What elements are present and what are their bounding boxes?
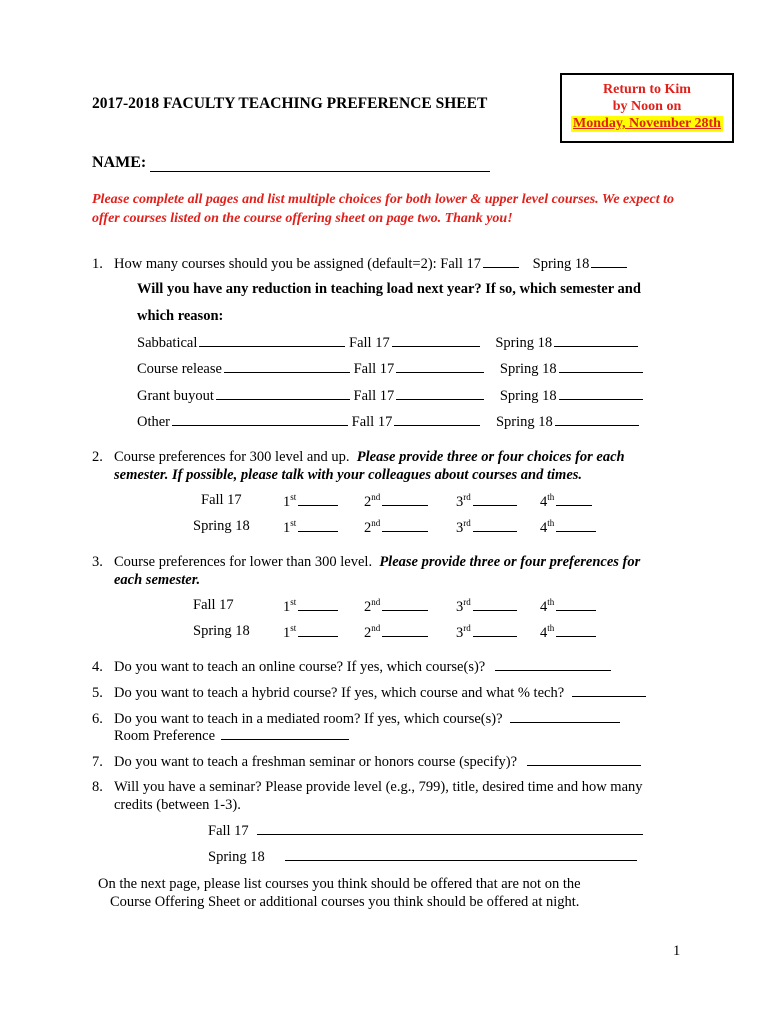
q1-fall-field[interactable] <box>483 255 519 268</box>
q1-number: 1. <box>92 256 103 272</box>
reason-spring-field[interactable] <box>559 387 643 400</box>
question-7 <box>92 753 641 771</box>
q6-room-label: Room Preference <box>114 728 216 744</box>
ordinal: 3 <box>456 624 464 641</box>
ordinal: 2 <box>364 624 372 641</box>
q3-fall-choice-3 <box>456 597 517 616</box>
reason-label: Other <box>137 414 171 430</box>
reason-spring-label: Spring 18 <box>499 361 557 377</box>
choice-field[interactable] <box>473 624 517 637</box>
q1-spring-field[interactable] <box>591 255 627 268</box>
ordinal-suffix: nd <box>371 492 381 502</box>
page-number: 1 <box>673 943 681 959</box>
choice-field[interactable] <box>556 493 592 506</box>
ordinal-suffix: st <box>290 492 297 502</box>
q6-answer-field[interactable] <box>510 710 620 723</box>
ordinal: 1 <box>283 598 291 615</box>
name-label: NAME: <box>92 154 147 171</box>
reason-row-sabbatical <box>137 334 638 352</box>
return-notice-box <box>560 73 734 143</box>
q8-text-cont: credits (between 1-3). <box>114 797 241 813</box>
choice-field[interactable] <box>473 519 517 532</box>
q2-emphasis-cont: semester. If possible, please talk with your colleagues about courses and times. <box>114 467 583 483</box>
q2-number: 2. <box>92 449 103 465</box>
reason-fall-field[interactable] <box>396 387 484 400</box>
reason-spring-label: Spring 18 <box>499 388 557 404</box>
closing-note: On the next page, please list courses you think should be offered that are not on the <box>98 876 581 892</box>
ordinal-suffix: st <box>290 623 297 633</box>
reason-spring-field[interactable] <box>555 413 639 426</box>
ordinal-suffix: rd <box>463 492 471 502</box>
choice-field[interactable] <box>473 493 517 506</box>
reason-row-course-release <box>137 360 643 378</box>
choice-field[interactable] <box>556 598 596 611</box>
reason-field[interactable] <box>224 360 350 373</box>
q6-room-field[interactable] <box>221 727 349 740</box>
q2-spring-choice-3 <box>456 518 517 537</box>
q3-number: 3. <box>92 554 103 570</box>
reason-fall-field[interactable] <box>394 413 480 426</box>
choice-field[interactable] <box>298 624 338 637</box>
ordinal: 4 <box>540 493 548 510</box>
ordinal: 3 <box>456 493 464 510</box>
choice-field[interactable] <box>382 519 428 532</box>
q7-number: 7. <box>92 754 103 770</box>
reason-spring-label: Spring 18 <box>495 414 553 430</box>
reason-label: Sabbatical <box>137 335 198 351</box>
ordinal: 1 <box>283 624 291 641</box>
q6-text: Do you want to teach in a mediated room? If yes, which course(s)? <box>114 711 503 727</box>
ordinal-suffix: th <box>547 623 555 633</box>
q3-emphasis: Please provide three or four preferences for <box>379 554 641 570</box>
reason-row-other <box>137 413 639 431</box>
question-8 <box>92 779 643 796</box>
q1-text: How many courses should you be assigned (default=2): Fall 17 <box>114 256 481 272</box>
q3-fall-label: Fall 17 <box>193 597 234 613</box>
reason-fall-label: Fall 17 <box>353 388 395 404</box>
q8-fall-row <box>208 822 643 840</box>
q2-text: Course preferences for 300 level and up. <box>114 449 350 465</box>
reason-fall-label: Fall 17 <box>353 361 395 377</box>
q2-fall-choice-3 <box>456 492 517 511</box>
q3-spring-choice-3 <box>456 623 517 642</box>
reason-spring-field[interactable] <box>554 334 638 347</box>
reason-field[interactable] <box>172 413 348 426</box>
question-3 <box>92 554 640 571</box>
q3-spring-label: Spring 18 <box>193 623 250 639</box>
q2-fall-choice-4 <box>540 492 592 511</box>
ordinal: 1 <box>283 519 291 536</box>
reason-label: Course release <box>137 361 222 377</box>
q8-fall-field[interactable] <box>257 822 643 835</box>
return-notice-line2: by Noon on <box>612 99 682 114</box>
q3-fall-choice-1 <box>283 597 338 616</box>
return-notice-deadline: Monday, November 28th <box>573 116 721 131</box>
q5-number: 5. <box>92 685 103 701</box>
q2-fall-label: Fall 17 <box>201 492 242 508</box>
reason-fall-field[interactable] <box>392 334 480 347</box>
q5-answer-field[interactable] <box>572 684 646 697</box>
ordinal: 4 <box>540 624 548 641</box>
choice-field[interactable] <box>556 624 596 637</box>
reason-fall-label: Fall 17 <box>349 335 390 351</box>
ordinal-suffix: rd <box>463 518 471 528</box>
return-notice-line1: Return to Kim <box>603 82 691 97</box>
choice-field[interactable] <box>382 624 428 637</box>
q8-spring-field[interactable] <box>285 848 637 861</box>
choice-field[interactable] <box>382 598 428 611</box>
instructions: Please complete all pages and list multiple choices for both lower & upper level courses. We expect to offer courses listed on the course offering sheet on page two. Thank you! <box>92 192 674 226</box>
q2-fall-choice-2 <box>364 492 428 511</box>
q6-number: 6. <box>92 711 103 727</box>
q5-text: Do you want to teach a hybrid course? If yes, which course and what % tech? <box>114 685 565 701</box>
ordinal-suffix: rd <box>463 597 471 607</box>
choice-field[interactable] <box>298 493 338 506</box>
name-field[interactable] <box>150 171 490 172</box>
ordinal-suffix: nd <box>371 623 381 633</box>
reason-field[interactable] <box>199 334 345 347</box>
q2-spring-choice-1 <box>283 518 338 537</box>
q3-emphasis-cont: each semester. <box>114 572 201 588</box>
question-6 <box>92 710 620 728</box>
q1-reduction-question-cont: which reason: <box>137 308 224 324</box>
choice-field[interactable] <box>473 598 517 611</box>
q1-spring-label: Spring 18 <box>532 256 590 272</box>
closing-note-cont: Course Offering Sheet or additional courses you think should be offered at night. <box>110 894 580 910</box>
q8-number: 8. <box>92 779 103 795</box>
ordinal-suffix: nd <box>371 597 381 607</box>
ordinal: 2 <box>364 598 372 615</box>
page-title: 2017-2018 FACULTY TEACHING PREFERENCE SHEET <box>92 95 488 112</box>
ordinal-suffix: th <box>547 492 555 502</box>
q3-fall-choice-4 <box>540 597 596 616</box>
q3-spring-choice-2 <box>364 623 428 642</box>
q3-spring-choice-4 <box>540 623 596 642</box>
choice-field[interactable] <box>556 519 596 532</box>
q8-spring-row <box>208 848 637 866</box>
reason-fall-field[interactable] <box>396 360 484 373</box>
ordinal: 3 <box>456 519 464 536</box>
reason-row-grant-buyout <box>137 387 643 405</box>
q8-fall-label: Fall 17 <box>208 823 249 839</box>
q4-answer-field[interactable] <box>495 658 611 671</box>
ordinal-suffix: st <box>290 518 297 528</box>
q6-room-preference <box>114 727 349 745</box>
choice-field[interactable] <box>298 598 338 611</box>
reason-label: Grant buyout <box>137 388 214 404</box>
q7-text: Do you want to teach a freshman seminar or honors course (specify)? <box>114 754 518 770</box>
q2-emphasis: Please provide three or four choices for each <box>356 449 625 465</box>
ordinal-suffix: th <box>547 597 555 607</box>
question-1 <box>92 255 627 273</box>
reason-spring-field[interactable] <box>559 360 643 373</box>
reason-field[interactable] <box>216 387 350 400</box>
q8-text: Will you have a seminar? Please provide level (e.g., 799), title, desired time and how many <box>114 779 643 795</box>
q4-number: 4. <box>92 659 103 675</box>
ordinal-suffix: st <box>290 597 297 607</box>
q4-text: Do you want to teach an online course? If yes, which course(s)? <box>114 659 486 675</box>
ordinal-suffix: th <box>547 518 555 528</box>
ordinal: 4 <box>540 598 548 615</box>
question-5 <box>92 684 646 702</box>
q8-spring-label: Spring 18 <box>208 849 265 865</box>
ordinal-suffix: rd <box>463 623 471 633</box>
ordinal: 2 <box>364 519 372 536</box>
q3-spring-choice-1 <box>283 623 338 642</box>
question-4 <box>92 658 611 676</box>
question-2 <box>92 449 625 466</box>
ordinal-suffix: nd <box>371 518 381 528</box>
reason-fall-label: Fall 17 <box>351 414 393 430</box>
choice-field[interactable] <box>382 493 428 506</box>
reason-spring-label: Spring 18 <box>495 335 553 351</box>
q7-answer-field[interactable] <box>527 753 641 766</box>
ordinal: 3 <box>456 598 464 615</box>
choice-field[interactable] <box>298 519 338 532</box>
q3-text: Course preferences for lower than 300 level. <box>114 554 373 570</box>
q2-fall-choice-1 <box>283 492 338 511</box>
q2-spring-choice-2 <box>364 518 428 537</box>
q1-reduction-question: Will you have any reduction in teaching load next year? If so, which semester and <box>137 281 641 297</box>
ordinal: 4 <box>540 519 548 536</box>
q3-fall-choice-2 <box>364 597 428 616</box>
q2-spring-label: Spring 18 <box>193 518 250 534</box>
q2-spring-choice-4 <box>540 518 596 537</box>
ordinal: 2 <box>364 493 372 510</box>
ordinal: 1 <box>283 493 291 510</box>
